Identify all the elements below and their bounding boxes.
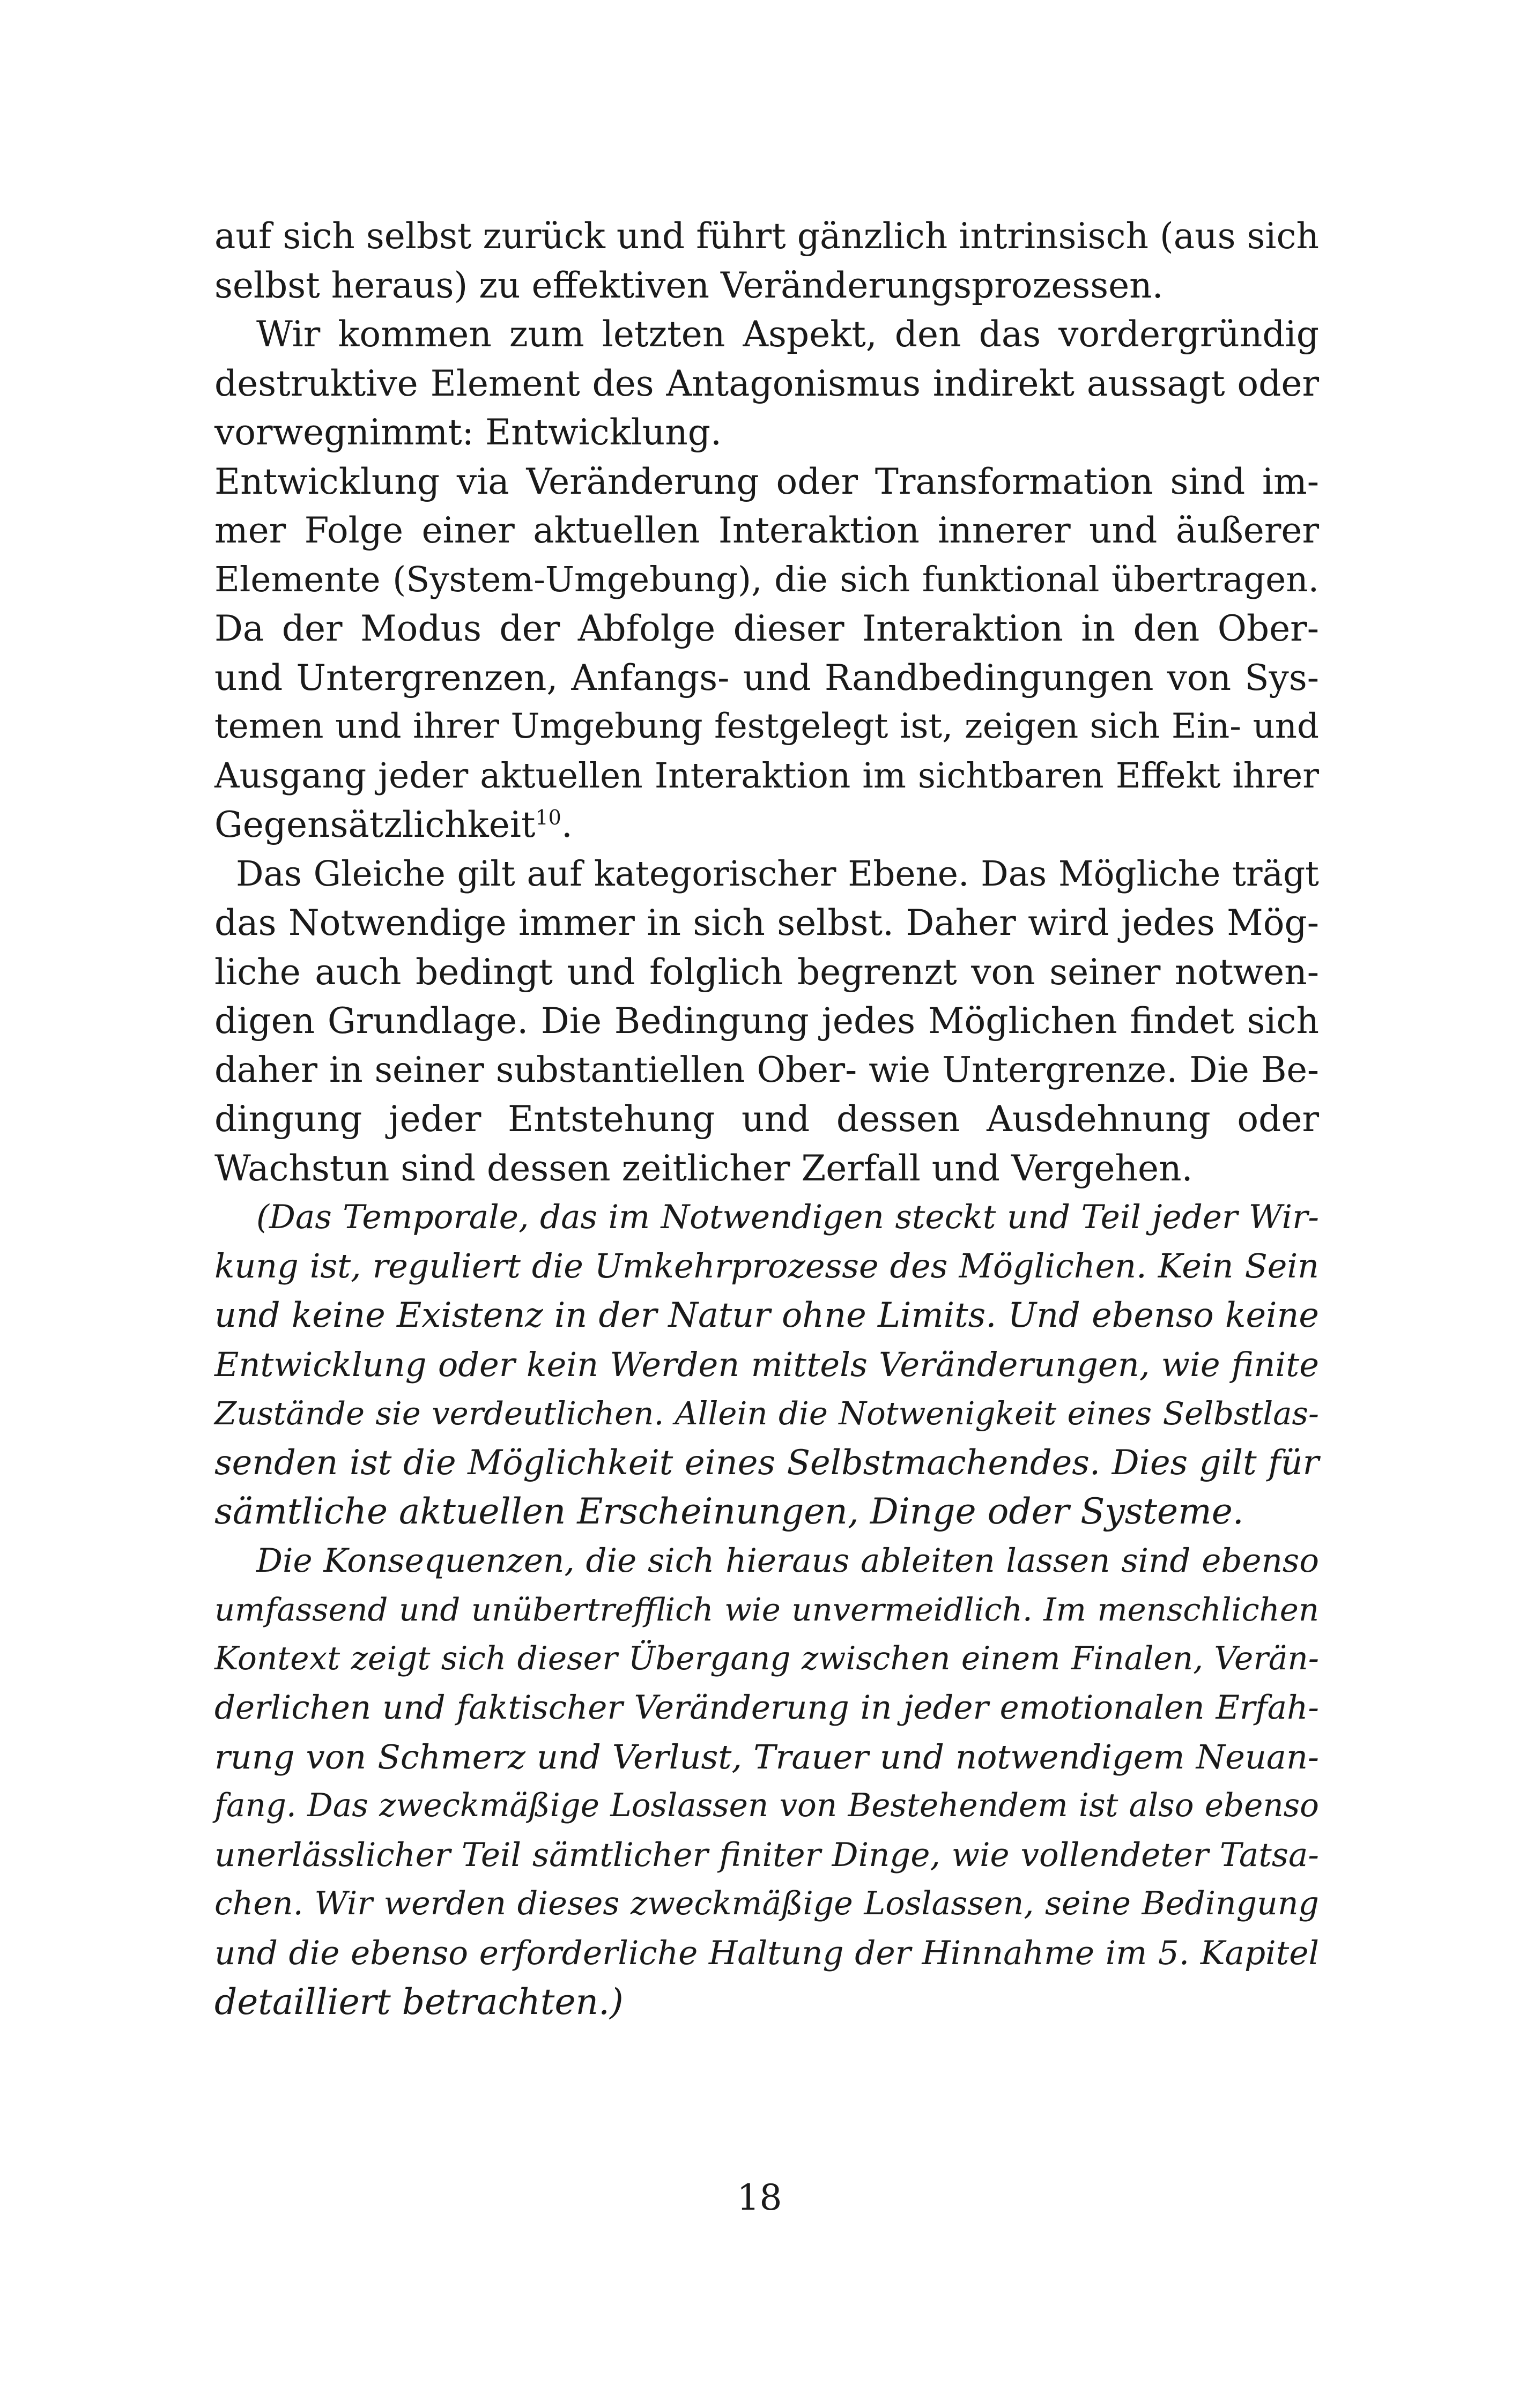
text-line: Wachstun sind dessen zeitlicher Zerfall und Vergehen. — [214, 1147, 1193, 1189]
italic-text-line: und die ebenso erforderliche Haltung der Hinnahme im 5. Kapitel — [214, 1934, 1319, 1972]
line-suffix: . — [561, 804, 573, 845]
text-line: dingung jeder Entstehung und dessen Ausdehnung oder — [214, 1098, 1319, 1140]
italic-text-line: Zustände sie verdeutlichen. Allein die Notwenigkeit eines Selbstlas- — [214, 1395, 1319, 1432]
text-line: destruktive Element des Antagonismus indirekt aussagt oder — [214, 362, 1319, 404]
text-line — [214, 800, 1319, 850]
italic-text-line: Entwicklung oder kein Werden mittels Veränderungen, wie finite — [214, 1344, 1319, 1384]
italic-text-line: umfassend und unübertrefflich wie unvermeidlich. Im menschlichen — [214, 1591, 1319, 1628]
text-line: Da der Modus der Abfolge dieser Interaktion in den Ober- — [214, 608, 1319, 649]
text-line: Ausgang jeder aktuellen Interaktion im sichtbaren Effekt ihrer — [214, 755, 1319, 796]
body-text — [214, 212, 1319, 2027]
italic-text-line: und keine Existenz in der Natur ohne Limits. Und ebenso keine — [214, 1295, 1319, 1335]
italic-text-line: senden ist die Möglichkeit eines Selbstmachendes. Dies gilt für — [214, 1442, 1319, 1482]
italic-text-line: fang. Das zweckmäßige Loslassen von Bestehendem ist also ebenso — [214, 1787, 1319, 1824]
italic-text-line: chen. Wir werden dieses zweckmäßige Loslassen, seine Bedingung — [214, 1885, 1319, 1922]
italic-text-line: detailliert betrachten.) — [214, 1981, 624, 2023]
text-line: daher in seiner substantiellen Ober- wie Untergrenze. Die Be- — [214, 1050, 1319, 1090]
text-line: vorwegnimmt: Entwicklung. — [214, 412, 722, 453]
italic-text-line: rung von Schmerz und Verlust, Trauer und notwendigem Neuan- — [214, 1737, 1319, 1777]
italic-text-line: sämtliche aktuellen Erscheinungen, Dinge oder Systeme. — [214, 1491, 1244, 1532]
italic-text-line: derlichen und faktischer Veränderung in jeder emotionalen Erfah- — [214, 1689, 1319, 1727]
line-text: Gegensätzlichkeit — [214, 804, 536, 845]
text-line: liche auch bedingt und folglich begrenzt von seiner notwen- — [214, 951, 1319, 993]
text-line: und Untergrenzen, Anfangs- und Randbedingungen von Sys- — [214, 657, 1319, 698]
text-line: temen und ihrer Umgebung festgelegt ist, zeigen sich Ein- und — [214, 707, 1319, 746]
text-line: Entwicklung via Veränderung oder Transformation sind im- — [214, 460, 1319, 502]
text-line: mer Folge einer aktuellen Interaktion innerer und äußerer — [214, 510, 1319, 551]
italic-text-line: Die Konsequenzen, die sich hieraus ableiten lassen sind ebenso — [256, 1541, 1319, 1580]
text-line: selbst heraus) zu effektiven Veränderungsprozessen. — [214, 264, 1164, 306]
text-line: das Notwendige immer in sich selbst. Daher wird jedes Mög- — [214, 902, 1319, 943]
text-line: digen Grundlage. Die Bedingung jedes Möglichen findet sich — [214, 1000, 1319, 1042]
italic-text-line: kung ist, reguliert die Umkehrprozesse des Möglichen. Kein Sein — [214, 1246, 1319, 1285]
footnote-marker: 10 — [535, 806, 561, 829]
italic-text-line: (Das Temporale, das im Notwendigen steckt und Teil jeder Wir- — [256, 1198, 1319, 1236]
text-line: auf sich selbst zurück und führt gänzlich intrinsisch (aus sich — [214, 215, 1319, 257]
italic-text-line: Kontext zeigt sich dieser Übergang zwischen einem Finalen, Verän- — [214, 1640, 1319, 1677]
text-line: Elemente (System-Umgebung), die sich funktional übertragen. — [214, 559, 1319, 600]
italic-text-line: unerlässlicher Teil sämtlicher finiter Dinge, wie vollendeter Tatsa- — [214, 1835, 1319, 1874]
page-number: 18 — [737, 2177, 782, 2218]
text-line: Das Gleiche gilt auf kategorischer Ebene. Das Mögliche trägt — [236, 853, 1319, 894]
text-line: Wir kommen zum letzten Aspekt, den das vordergründig — [256, 314, 1319, 355]
